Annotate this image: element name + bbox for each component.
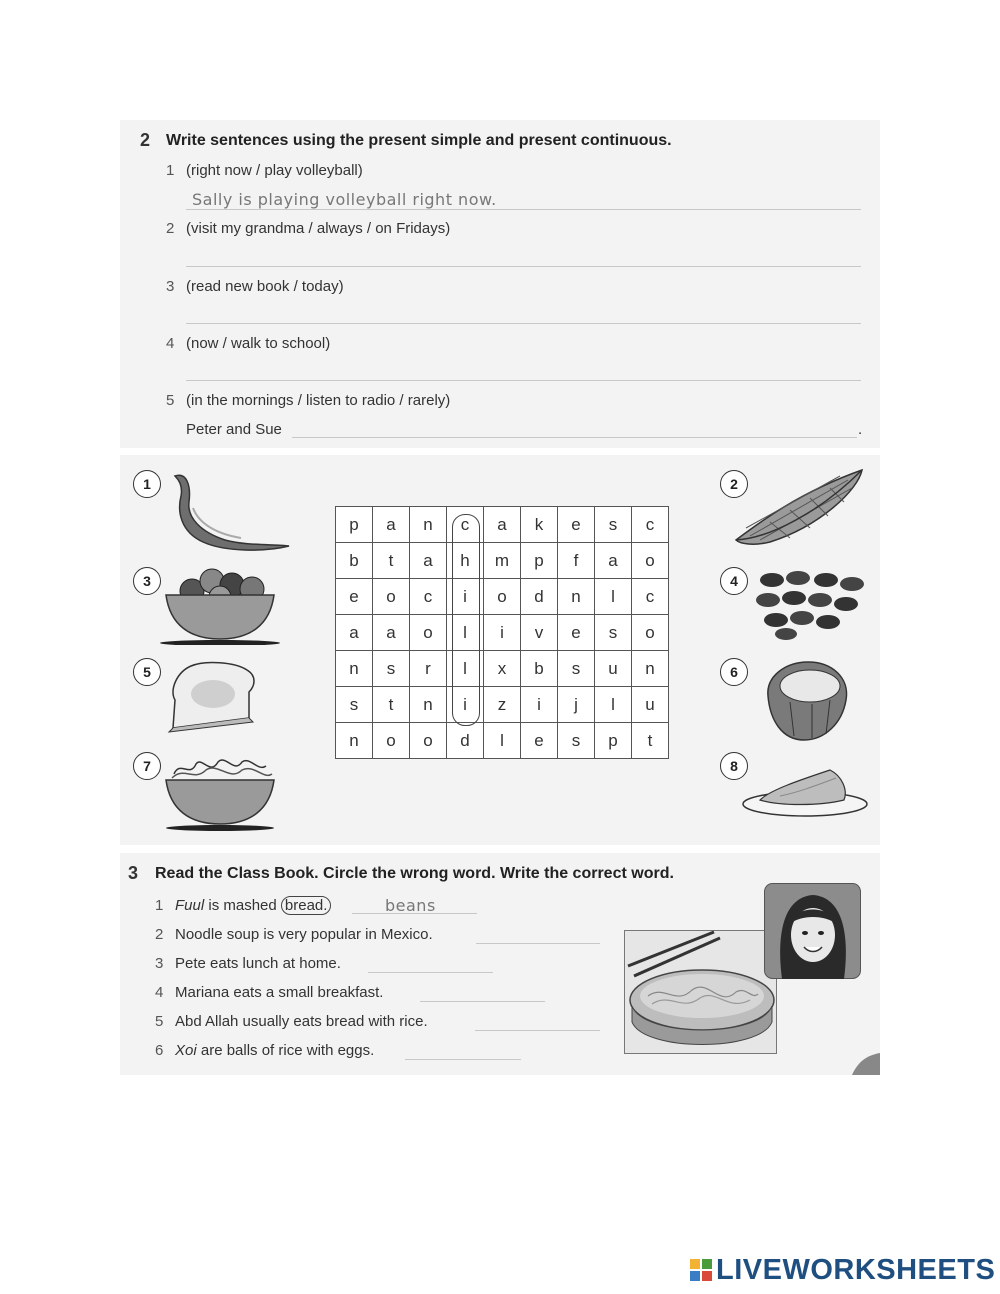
answer-line	[186, 209, 861, 210]
ex3-answer-line-3[interactable]	[368, 972, 493, 973]
ex3-item-5	[155, 1013, 428, 1030]
picture-number-3: 3	[133, 567, 161, 595]
beans-icon	[750, 568, 870, 643]
grid-cell[interactable]: a	[373, 507, 410, 543]
grid-cell[interactable]: n	[410, 507, 447, 543]
logo-icon	[690, 1259, 712, 1281]
toast-icon	[165, 660, 265, 735]
ex2-answer-1[interactable]: Sally is playing volleyball right now.	[192, 190, 497, 209]
grid-cell[interactable]: n	[336, 723, 373, 759]
grid-cell[interactable]: i	[447, 579, 484, 615]
ex2-item5-prefix: Peter and Sue	[186, 421, 282, 438]
item-prompt: (in the mornings / listen to radio / rarely)	[186, 392, 451, 409]
grid-cell[interactable]: n	[632, 651, 669, 687]
item-number: 3	[166, 278, 175, 295]
grid-cell[interactable]: d	[447, 723, 484, 759]
grid-cell[interactable]: s	[558, 651, 595, 687]
grid-cell[interactable]: e	[521, 723, 558, 759]
girl-portrait-photo	[764, 883, 862, 980]
ex2-item-2	[166, 220, 450, 237]
ex3-answer-line-5[interactable]	[475, 1030, 600, 1031]
ex3-answer-line-4[interactable]	[420, 1001, 545, 1002]
item-prompt: (now / walk to school)	[186, 335, 331, 352]
grid-cell[interactable]: l	[447, 651, 484, 687]
grid-cell[interactable]: o	[410, 723, 447, 759]
picture-number-1: 1	[133, 470, 161, 498]
grid-cell[interactable]: o	[632, 615, 669, 651]
item-prompt: (right now / play volleyball)	[186, 162, 363, 179]
grid-cell[interactable]: z	[484, 687, 521, 723]
item-number: 2	[166, 220, 175, 237]
grid-cell[interactable]: h	[447, 543, 484, 579]
item-number: 1	[166, 162, 175, 179]
picture-number-6: 6	[720, 658, 748, 686]
item-italic: Xoi	[175, 1042, 197, 1059]
grid-cell[interactable]: l	[595, 579, 632, 615]
item-number: 4	[155, 984, 164, 1001]
grid-cell[interactable]: f	[558, 543, 595, 579]
grid-cell[interactable]: p	[595, 723, 632, 759]
grid-cell[interactable]: o	[484, 579, 521, 615]
ex2-item-1	[166, 162, 363, 179]
item-text: Abd Allah usually eats bread with rice.	[175, 1013, 428, 1030]
ex3-item-4	[155, 984, 383, 1001]
grid-cell[interactable]: j	[558, 687, 595, 723]
item-prompt: (read new book / today)	[186, 278, 344, 295]
ex2-answer-line-5[interactable]	[292, 437, 857, 438]
noodle-soup-photo	[624, 930, 778, 1055]
grid-cell[interactable]: i	[447, 687, 484, 723]
grid-cell[interactable]: b	[521, 651, 558, 687]
ex3-item-3	[155, 955, 341, 972]
grid-cell[interactable]: o	[373, 579, 410, 615]
ex2-answer-line-3[interactable]	[186, 323, 861, 324]
grid-cell[interactable]: l	[447, 615, 484, 651]
grid-cell[interactable]: x	[484, 651, 521, 687]
ex2-item-3	[166, 278, 344, 295]
logo-text: LIVEWORKSHEETS	[716, 1254, 996, 1286]
grid-cell[interactable]: n	[558, 579, 595, 615]
answer-line	[352, 913, 477, 914]
picture-number-5: 5	[133, 658, 161, 686]
ex3-item-2	[155, 926, 433, 943]
grid-cell[interactable]: b	[336, 543, 373, 579]
chilli-pepper-icon	[165, 468, 295, 553]
picture-number-7: 7	[133, 752, 161, 780]
grid-row	[336, 507, 669, 543]
item-number: 5	[166, 392, 175, 409]
grid-cell[interactable]: c	[632, 579, 669, 615]
grid-cell[interactable]: u	[632, 687, 669, 723]
grid-cell[interactable]: i	[484, 615, 521, 651]
item-prompt: (visit my grandma / always / on Fridays)	[186, 220, 451, 237]
corn-cob-icon	[730, 462, 870, 547]
picture-number-4: 4	[720, 567, 748, 595]
circled-word[interactable]: bread.	[281, 896, 332, 915]
grid-row	[336, 723, 669, 759]
grid-cell[interactable]: a	[336, 615, 373, 651]
grid-row	[336, 687, 669, 723]
ex3-answer-line-2[interactable]	[476, 943, 600, 944]
item-number: 5	[155, 1013, 164, 1030]
item-number: 2	[155, 926, 164, 943]
grid-cell[interactable]: s	[373, 651, 410, 687]
grid-cell[interactable]: c	[447, 507, 484, 543]
ex2-answer-line-4[interactable]	[186, 380, 861, 381]
exercise3-number: 3	[128, 863, 139, 883]
ex2-answer-line-2[interactable]	[186, 266, 861, 267]
grid-cell[interactable]: l	[484, 723, 521, 759]
ex2-item-5	[166, 392, 450, 409]
ex2-item5-period: .	[858, 421, 863, 438]
grid-cell[interactable]: d	[521, 579, 558, 615]
grid-cell[interactable]: a	[410, 543, 447, 579]
grid-cell[interactable]: r	[410, 651, 447, 687]
grid-cell[interactable]: t	[373, 543, 410, 579]
item-number: 1	[155, 897, 164, 914]
exercise3-heading: Read the Class Book. Circle the wrong word. Write the correct word.	[155, 865, 674, 882]
grid-cell[interactable]: c	[410, 579, 447, 615]
grid-cell[interactable]: c	[632, 507, 669, 543]
exercise2-number: 2	[140, 130, 151, 150]
found-word-circle	[452, 514, 480, 726]
picture-number-8: 8	[720, 752, 748, 780]
grid-cell[interactable]: t	[373, 687, 410, 723]
item-text: are balls of rice with eggs.	[196, 1042, 375, 1059]
ex3-answer-1[interactable]: beans	[385, 896, 436, 915]
grid-row	[336, 579, 669, 615]
page-corner-decoration	[852, 1053, 880, 1075]
grid-cell[interactable]: e	[558, 615, 595, 651]
ex2-item-4	[166, 335, 330, 352]
pancake-on-plate-icon	[740, 760, 870, 820]
ex3-item-1	[155, 897, 331, 914]
grid-cell[interactable]: k	[521, 507, 558, 543]
grid-cell[interactable]: s	[336, 687, 373, 723]
item-number: 3	[155, 955, 164, 972]
item-italic: Fuul	[175, 897, 205, 914]
grid-cell[interactable]: s	[558, 723, 595, 759]
grid-cell[interactable]: a	[595, 543, 632, 579]
grid-row	[336, 615, 669, 651]
grid-cell[interactable]: v	[521, 615, 558, 651]
grid-row	[336, 651, 669, 687]
item-text: Pete eats lunch at home.	[175, 955, 341, 972]
coconut-icon	[760, 656, 855, 746]
grid-cell[interactable]: p	[521, 543, 558, 579]
grid-cell[interactable]: a	[373, 615, 410, 651]
picture-number-2: 2	[720, 470, 748, 498]
item-number: 4	[166, 335, 175, 352]
word-search-grid	[335, 506, 669, 759]
grid-cell[interactable]: t	[632, 723, 669, 759]
ex3-answer-line-6[interactable]	[405, 1059, 521, 1060]
liveworksheets-logo	[690, 1254, 995, 1287]
grid-cell[interactable]: e	[558, 507, 595, 543]
grid-cell[interactable]: o	[373, 723, 410, 759]
grid-cell[interactable]: m	[484, 543, 521, 579]
grid-cell[interactable]: n	[410, 687, 447, 723]
item-number: 6	[155, 1042, 164, 1059]
grid-cell[interactable]: l	[595, 687, 632, 723]
grid-cell[interactable]: o	[632, 543, 669, 579]
bowl-of-olives-icon	[160, 565, 285, 645]
grid-cell[interactable]: o	[410, 615, 447, 651]
bowl-of-noodles-icon	[160, 752, 285, 832]
item-text: Noodle soup is very popular in Mexico.	[175, 926, 433, 943]
grid-cell[interactable]: n	[336, 651, 373, 687]
grid-cell[interactable]: a	[484, 507, 521, 543]
grid-row	[336, 543, 669, 579]
item-text: is mashed	[204, 897, 281, 914]
grid-cell[interactable]: s	[595, 615, 632, 651]
grid-cell[interactable]: p	[336, 507, 373, 543]
grid-cell[interactable]: i	[521, 687, 558, 723]
item-text: Mariana eats a small breakfast.	[175, 984, 384, 1001]
exercise2-heading: Write sentences using the present simple and present continuous.	[166, 132, 672, 149]
grid-cell[interactable]: e	[336, 579, 373, 615]
grid-cell[interactable]: s	[595, 507, 632, 543]
ex3-item-6	[155, 1042, 374, 1059]
grid-cell[interactable]: u	[595, 651, 632, 687]
